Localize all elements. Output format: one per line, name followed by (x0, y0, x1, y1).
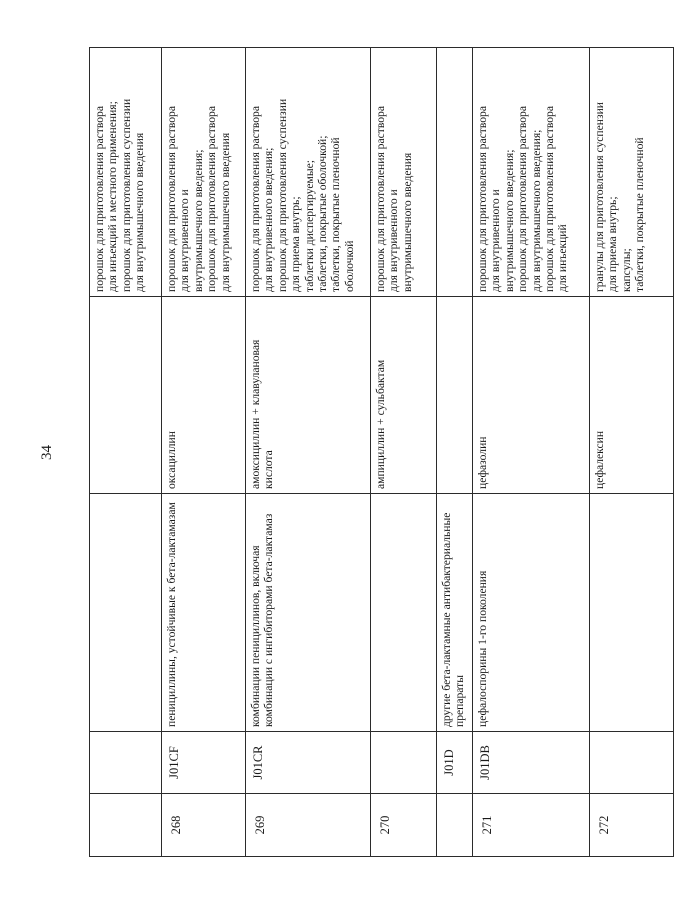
dosage-form-line: порошок для приготовления раствора (476, 106, 489, 292)
row-number: 272 (590, 794, 674, 857)
atc-code (371, 732, 437, 794)
dosage-form-line: капсулы; (619, 248, 633, 292)
dosage-form-line: порошок для приготовления раствора (249, 106, 262, 292)
dosage-forms (473, 48, 590, 297)
table-row (371, 48, 437, 857)
group-name: комбинации пенициллинов, включая комбинации с ингибиторами бета-лактамаз (246, 494, 371, 732)
dosage-form-line: порошок для приготовления раствора (165, 106, 178, 292)
dosage-form-line: внутримышечного введения (400, 152, 414, 292)
row-number (90, 794, 162, 857)
table-row (590, 48, 674, 857)
dosage-form-line: таблетки, покрытые пленочной (633, 137, 647, 292)
drug-name (90, 297, 162, 494)
group-name (590, 494, 674, 732)
dosage-forms (162, 48, 246, 297)
dosage-form-line: порошок для приготовления суспензии (275, 98, 289, 292)
drug-name (437, 297, 473, 494)
dosage-form-line: гранулы для приготовления суспензии (593, 102, 606, 292)
drug-name: амоксициллин + клавулановая кислота (246, 297, 371, 494)
dosage-form-line: порошок для приготовления раствора (543, 106, 557, 292)
table-row (473, 48, 590, 857)
dosage-form-line: внутримышечного введения; (502, 149, 516, 292)
group-name: цефалоспорины 1-го поколения (473, 494, 590, 732)
atc-code (90, 732, 162, 794)
dosage-form-line: порошок для приготовления раствора (93, 106, 106, 292)
dosage-form-line: оболочкой (342, 240, 356, 292)
group-name: пенициллины, устойчивые к бета-лактамазам (162, 494, 246, 732)
group-name (90, 494, 162, 732)
dosage-form-line: для внутримышечного введения (133, 132, 147, 292)
dosage-form-line: для внутримышечного введения (218, 132, 232, 292)
row-number (437, 794, 473, 857)
dosage-form-line: для приема внутрь; (606, 196, 620, 292)
dosage-form-line: порошок для приготовления суспензии (119, 98, 133, 292)
table-row (246, 48, 371, 857)
atc-code: J01CF (162, 732, 246, 794)
dosage-form-line: для внутримышечного введения; (529, 129, 543, 292)
atc-code: J01D (437, 732, 473, 794)
dosage-forms (590, 48, 674, 297)
drug-name: цефалексин (590, 297, 674, 494)
dosage-form-line: для приема внутрь; (289, 196, 303, 292)
table-row (90, 48, 162, 857)
drug-name: цефазолин (473, 297, 590, 494)
row-number: 271 (473, 794, 590, 857)
row-number: 269 (246, 794, 371, 857)
dosage-forms (90, 48, 162, 297)
page-number: 34 (39, 445, 55, 460)
dosage-form-line: порошок для приготовления раствора (374, 106, 387, 292)
drug-name: ампициллин + сульбактам (371, 297, 437, 494)
dosage-form-line: для инъекций (556, 224, 570, 292)
dosage-form-line: для внутривенного и (489, 189, 503, 292)
dosage-form-line: для внутривенного и (178, 189, 192, 292)
dosage-form-line: таблетки, покрытые оболочкой; (316, 135, 330, 292)
dosage-forms (437, 48, 473, 297)
dosage-form-line: для внутривенного введения; (262, 147, 276, 292)
group-name: другие бета-лактамные антибактериальные препараты (437, 494, 473, 732)
dosage-forms (246, 48, 371, 297)
row-number: 268 (162, 794, 246, 857)
dosage-form-line: таблетки диспергируемые; (302, 160, 316, 292)
atc-code (590, 732, 674, 794)
table-row (162, 48, 246, 857)
drug-name: оксациллин (162, 297, 246, 494)
dosage-form-line: для инъекций и местного применения; (106, 101, 120, 292)
drug-list-table (89, 47, 674, 857)
table-row (437, 48, 473, 857)
row-number: 270 (371, 794, 437, 857)
atc-code: J01CR (246, 732, 371, 794)
atc-code: J01DB (473, 732, 590, 794)
dosage-form-line: порошок для приготовления раствора (516, 106, 530, 292)
dosage-form-line: порошок для приготовления раствора (205, 106, 219, 292)
group-name (371, 494, 437, 732)
dosage-form-line: внутримышечного введения; (191, 149, 205, 292)
dosage-form-line: для внутривенного и (387, 189, 401, 292)
dosage-form-line: таблетки, покрытые пленочной (329, 137, 343, 292)
dosage-forms (371, 48, 437, 297)
